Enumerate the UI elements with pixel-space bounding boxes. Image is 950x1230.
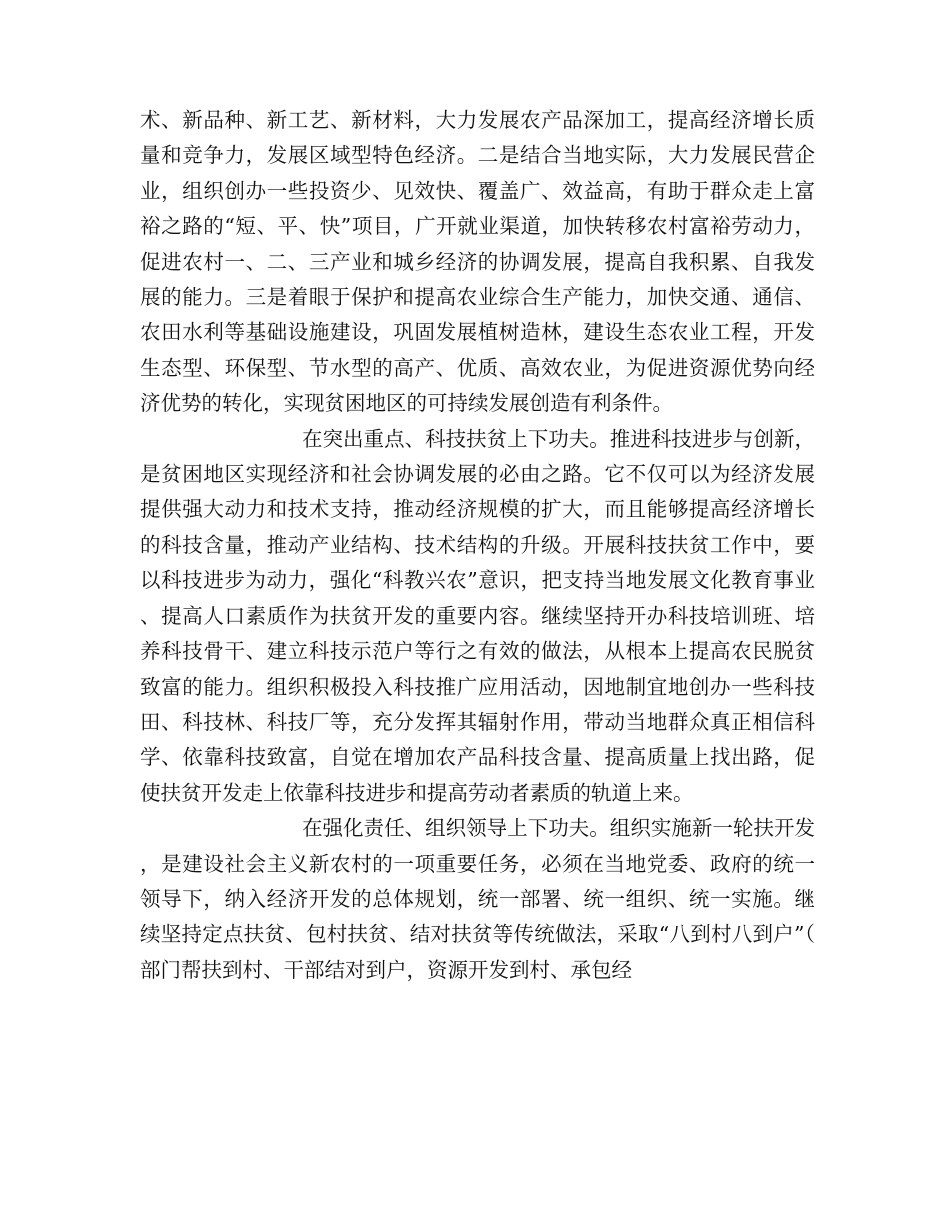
paragraph-3: 在强化责任、组织领导上下功夫。组织实施新一轮扶开发，是建设社会主义新农村的一项重要任务，必须在当地党委、政府的统一领导下，纳入经济开发的总体规划，统一部署、统一组织、统一实施。继续坚持定点扶贫、包村扶贫、结对扶贫等传统做法，采取“八到村八到户”（部门帮扶到村、干部结对到户，资源开发到村、承包经 [140, 816, 815, 982]
document-body [140, 103, 815, 988]
paragraph-2: 在突出重点、科技扶贫上下功夫。推进科技进步与创新，是贫困地区实现经济和社会协调发展的必由之路。它不仅可以为经济发展提供强大动力和技术支持，推动经济规模的扩大，而且能够提高经济增长的科技含量，推动产业结构、技术结构的升级。开展科技扶贫工作中，要以科技进步为动力，强化“科教兴农”意识，把支持当地发展文化教育事业、提高人口素质作为扶贫开发的重要内容。继续坚持开办科技培训班、培养科技骨干、建立科技示范户等行之有效的做法，从根本上提高农民脱贫致富的能力。组织积极投入科技推广应用活动，因地制宜地创办一些科技田、科技林、科技厂等，充分发挥其辐射作用，带动当地群众真正相信科学、依靠科技致富，自觉在增加农产品科技含量、提高质量上找出路，促使扶贫开发走上依靠科技进步和提高劳动者素质的轨道上来。 [140, 426, 815, 805]
paragraph-1: 术、新品种、新工艺、新材料，大力发展农产品深加工，提高经济增长质量和竞争力，发展区域型特色经济。二是结合当地实际，大力发展民营企业，组织创办一些投资少、见效快、覆盖广、效益高，有助于群众走上富裕之路的“短、平、快”项目，广开就业渠道，加快转移农村富裕劳动力，促进农村一、二、三产业和城乡经济的协调发展，提高自我积累、自我发展的能力。三是着眼于保护和提高农业综合生产能力，加快交通、通信、农田水利等基础设施建设，巩固发展植树造林，建设生态农业工程，开发生态型、环保型、节水型的高产、优质、高效农业，为促进资源优势向经济优势的转化，实现贫困地区的可持续发展创造有利条件。 [140, 108, 815, 416]
